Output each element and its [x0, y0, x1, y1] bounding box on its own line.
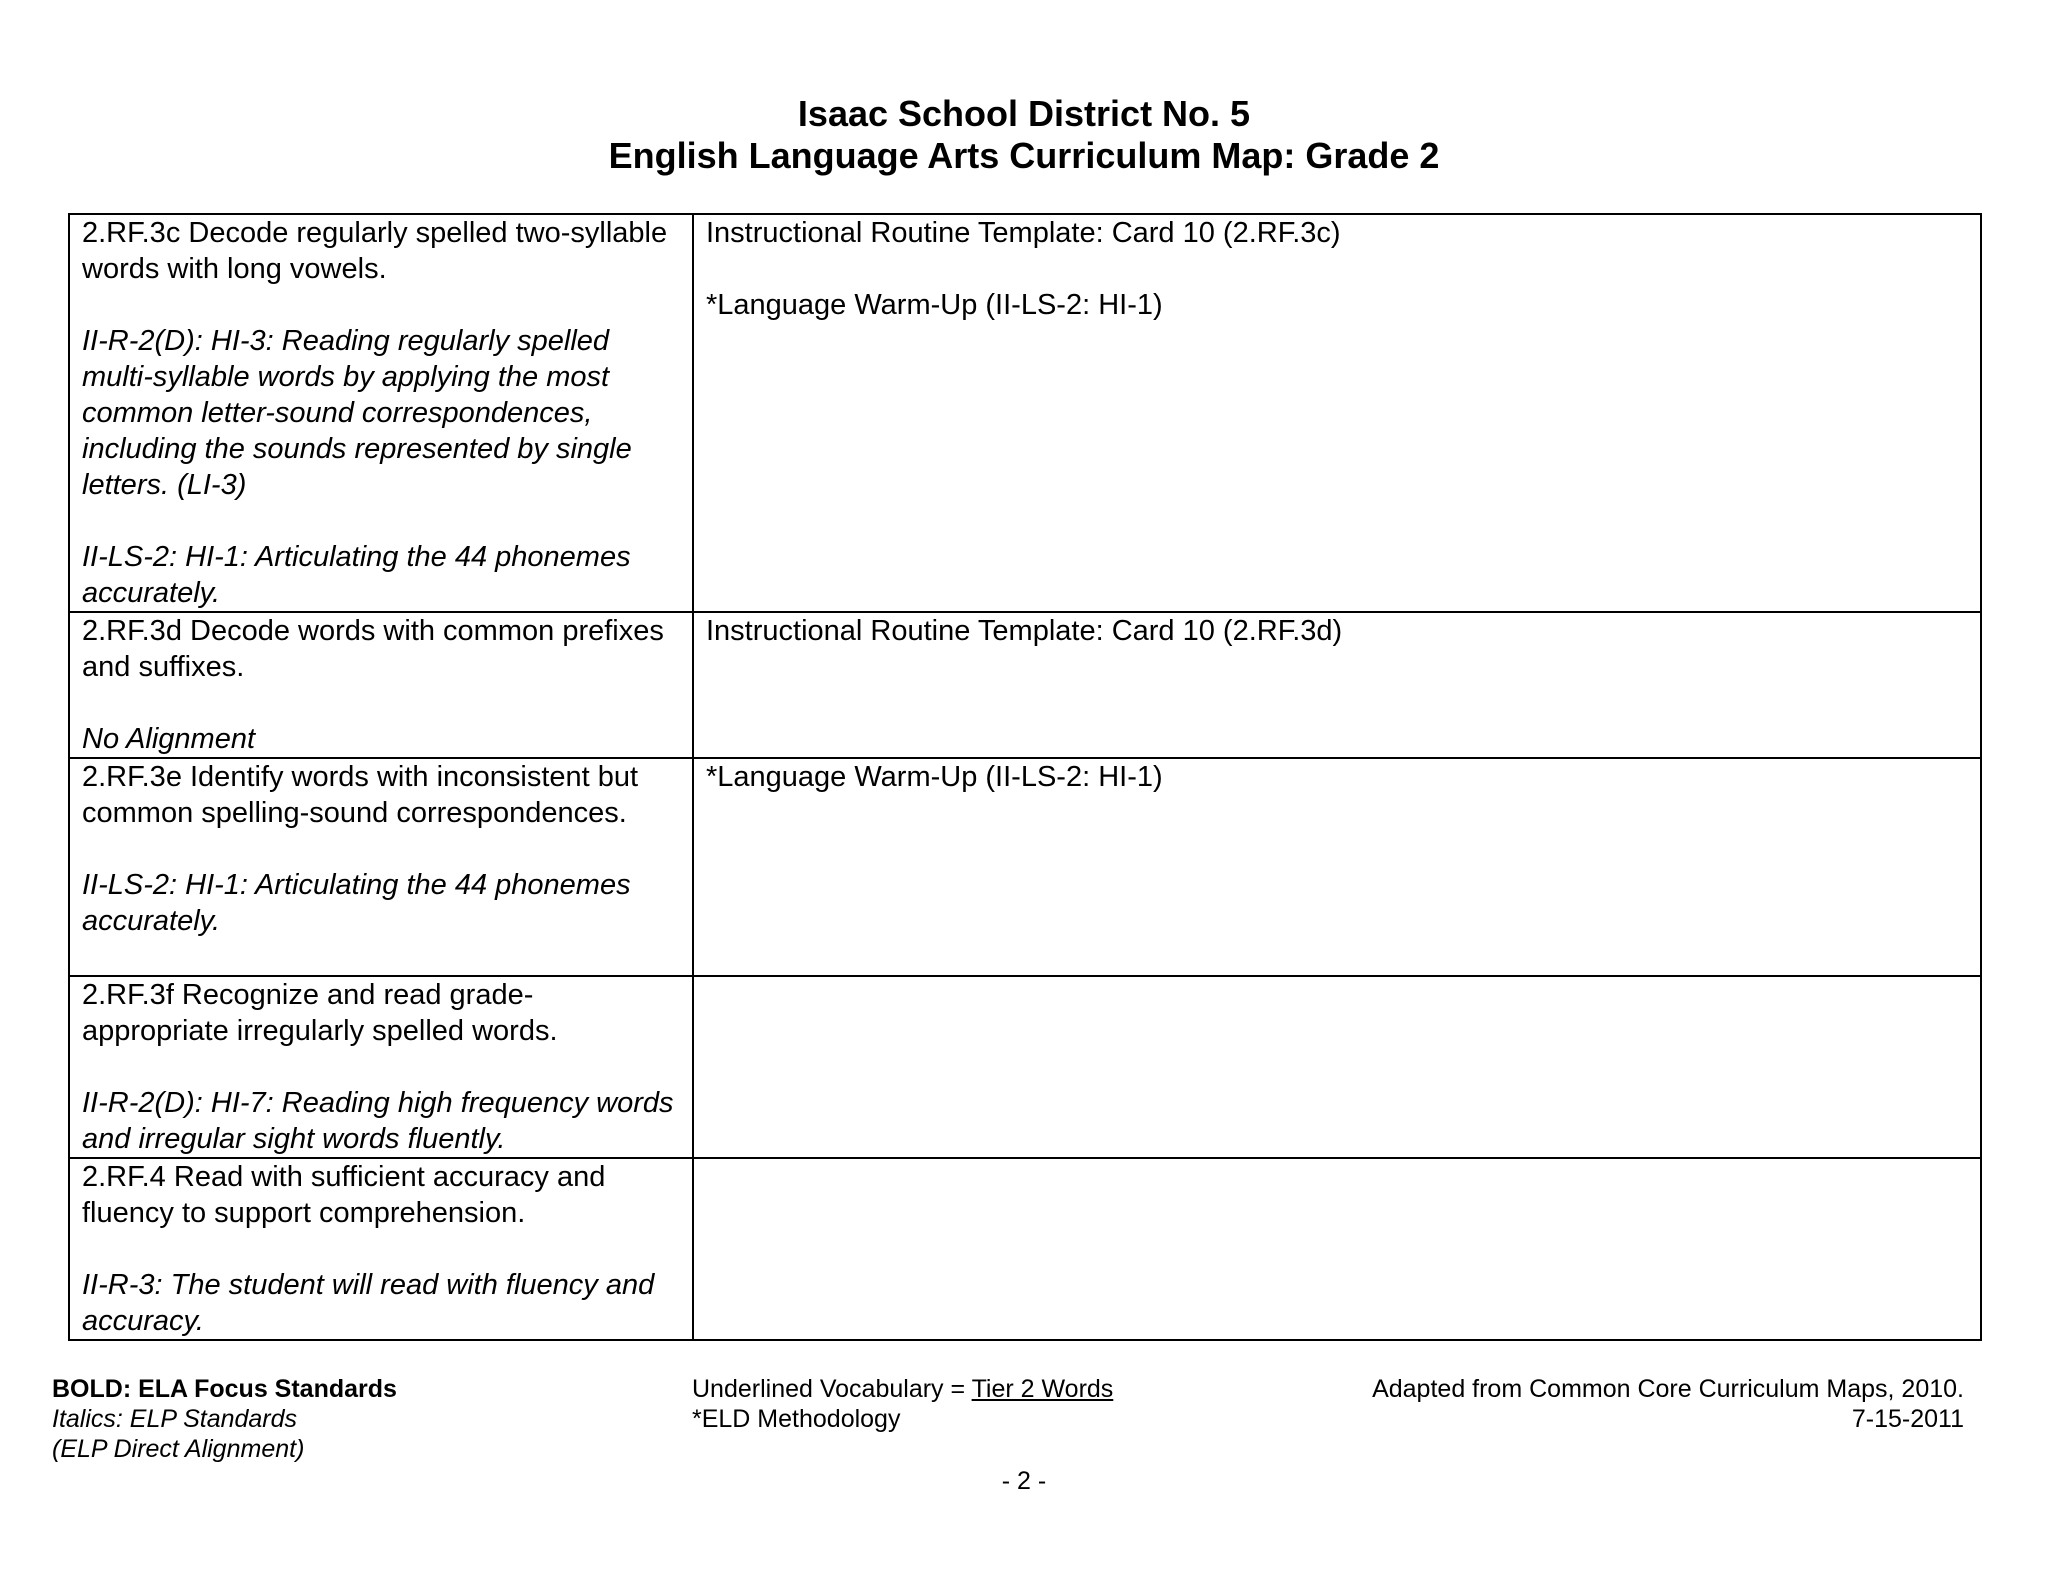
resource-cell — [693, 1158, 1981, 1340]
source-attribution: Adapted from Common Core Curriculum Maps, 2010. — [1372, 1375, 1964, 1403]
resource-cell — [693, 612, 1981, 758]
vocabulary-legend — [692, 1374, 1113, 1404]
elp-standard: II-R-2(D): HI-3: Reading regularly spelled multi-syllable words by applying the most common letter-sound correspondences, including the sounds represented by single letters. (LI-3) — [82, 325, 632, 501]
elp-standard: II-LS-2: HI-1: Articulating the 44 phonemes accurately. — [82, 869, 631, 937]
resource-cell — [693, 976, 1981, 1158]
standard-cell — [69, 1158, 693, 1340]
curriculum-map-table — [68, 213, 1982, 1341]
table-row — [69, 1158, 1981, 1340]
resource-cell — [693, 214, 1981, 612]
tier2-words: Tier 2 Words — [971, 1375, 1114, 1403]
standard-cell — [69, 612, 693, 758]
elp-standard: II-LS-2: HI-1: Articulating the 44 phonemes accurately. — [82, 541, 631, 609]
document-date: 7-15-2011 — [1851, 1405, 1964, 1433]
table-row — [69, 758, 1981, 976]
document-subtitle: English Language Arts Curriculum Map: Grade 2 — [608, 135, 1440, 176]
resource-item: Instructional Routine Template: Card 10 (2.RF.3d) — [706, 615, 1343, 647]
table-row — [69, 612, 1981, 758]
footer-vocabulary-note — [692, 1374, 1113, 1434]
legend-elp-direct: (ELP Direct Alignment) — [52, 1435, 305, 1463]
resource-cell — [693, 758, 1981, 976]
page-number: - 2 - — [1001, 1467, 1047, 1495]
elp-standard: II-R-2(D): HI-7: Reading high frequency words and irregular sight words fluently. — [82, 1087, 674, 1155]
focus-standard: 2.RF.3e Identify words with inconsistent but common spelling-sound correspondences. — [82, 761, 639, 829]
elp-standard: No Alignment — [82, 723, 256, 755]
document-title: Isaac School District No. 5 — [797, 93, 1251, 134]
elp-standard: II-R-3: The student will read with fluency and accuracy. — [82, 1269, 655, 1337]
focus-standard: 2.RF.4 Read with sufficient accuracy and fluency to support comprehension. — [82, 1161, 606, 1229]
focus-standard: 2.RF.3d Decode words with common prefixes and suffixes. — [82, 615, 664, 683]
table-row — [69, 214, 1981, 612]
legend-bold: BOLD: ELA Focus Standards — [52, 1375, 397, 1403]
vocabulary-label: Underlined Vocabulary = — [692, 1375, 972, 1403]
focus-standard: 2.RF.3c Decode regularly spelled two-syllable words with long vowels. — [82, 217, 668, 285]
standard-cell — [69, 976, 693, 1158]
footer-legend — [52, 1374, 397, 1464]
legend-italics: Italics: ELP Standards — [52, 1405, 298, 1433]
resource-item: Instructional Routine Template: Card 10 (2.RF.3c) — [706, 217, 1341, 249]
standard-cell — [69, 758, 693, 976]
focus-standard: 2.RF.3f Recognize and read grade-appropriate irregularly spelled words. — [82, 979, 558, 1047]
resource-item: *Language Warm-Up (II-LS-2: HI-1) — [706, 289, 1163, 321]
table-row — [69, 976, 1981, 1158]
standard-cell — [69, 214, 693, 612]
eld-methodology: *ELD Methodology — [692, 1405, 901, 1433]
resource-item: *Language Warm-Up (II-LS-2: HI-1) — [706, 761, 1163, 793]
footer-source — [1372, 1374, 1964, 1434]
